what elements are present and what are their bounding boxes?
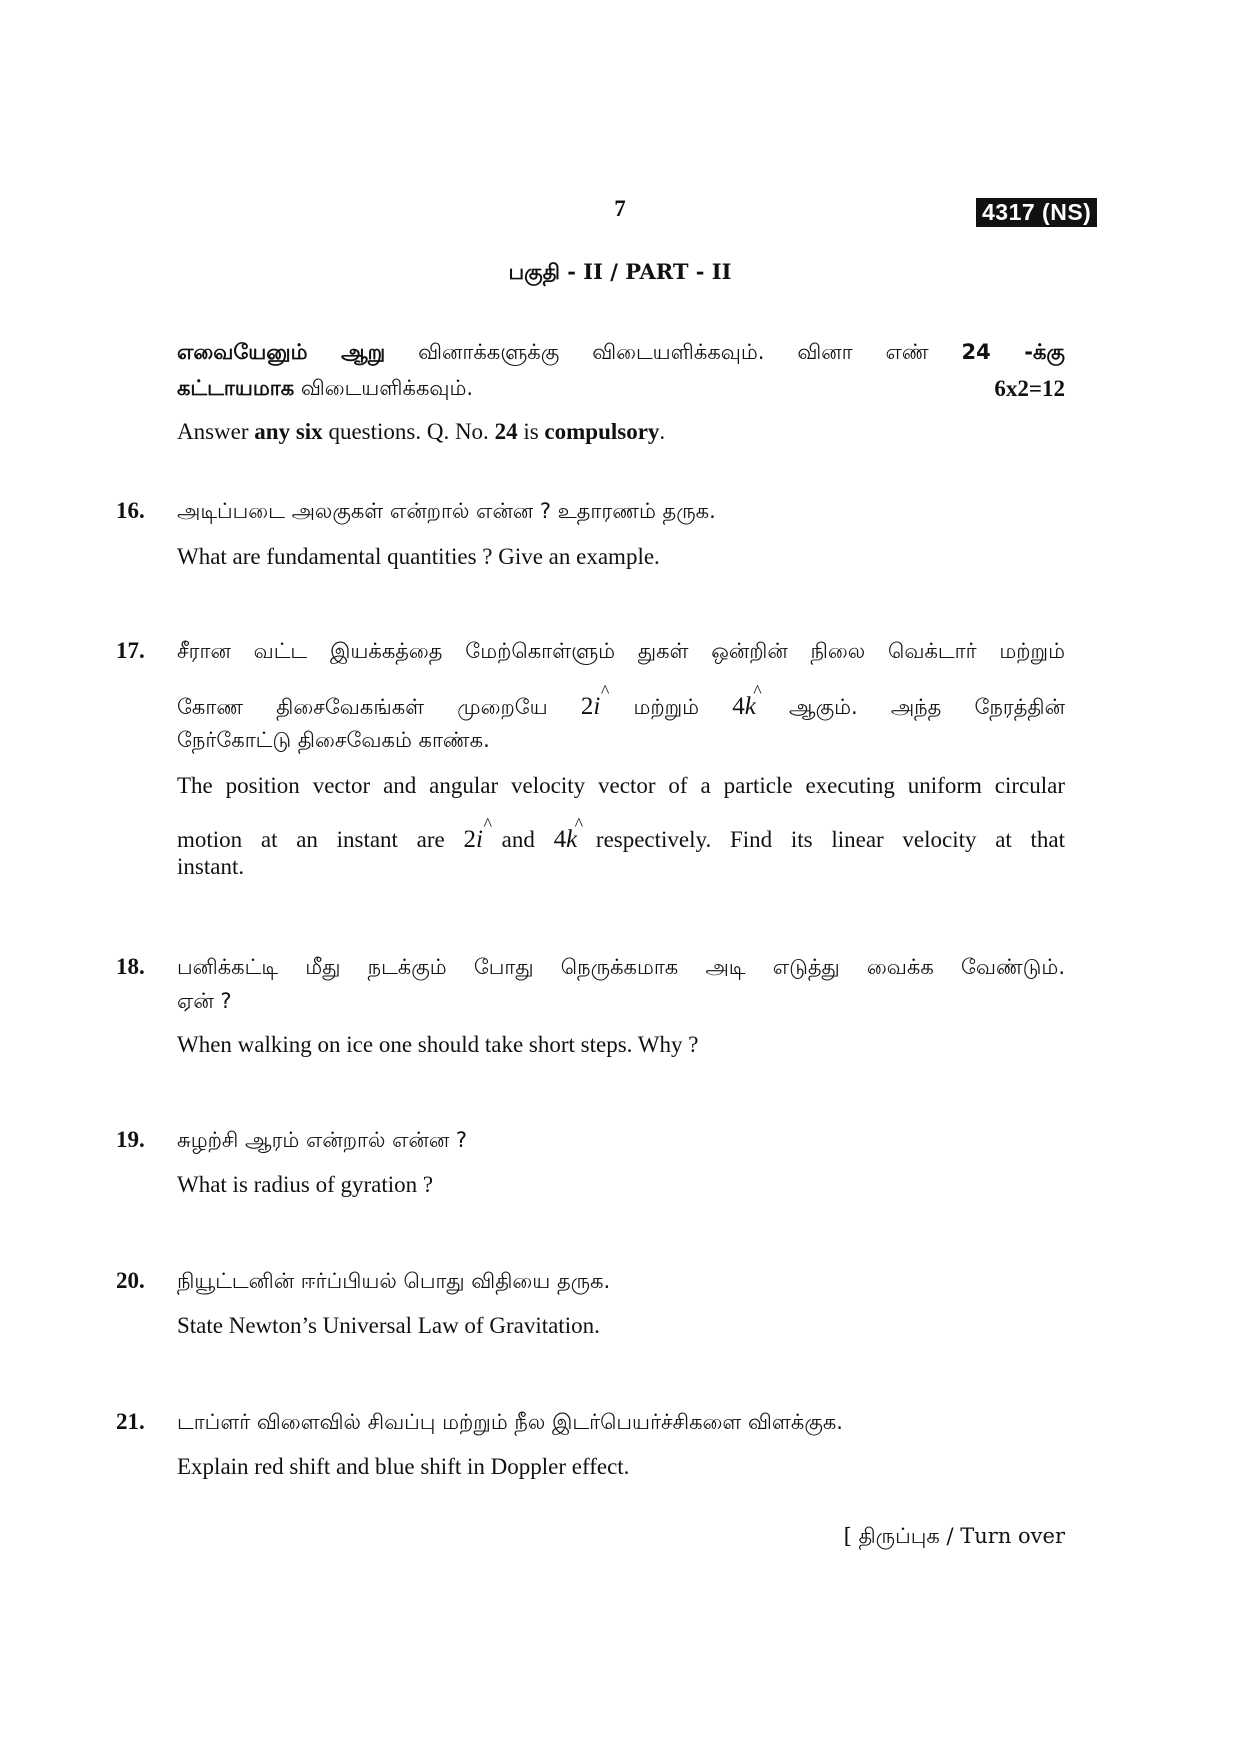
instruction-en-text4: . <box>659 419 666 444</box>
instruction-tamil-line2 <box>177 371 1065 405</box>
turn-over-note: [ திருப்புக / Turn over <box>843 1524 1065 1548</box>
question-17-number: 17. <box>116 638 145 663</box>
instruction-compulsory-no-ta: 24 -க்கு <box>961 340 1065 364</box>
q17-ta-coef-4: 4 <box>732 693 745 720</box>
question-18-tamil-line2: ஏன் ? <box>177 989 232 1013</box>
question-20-number: 20. <box>116 1268 145 1293</box>
question-19-english: What is radius of gyration ? <box>177 1172 434 1197</box>
question-18-english: When walking on ice one should take short steps. Why ? <box>177 1032 699 1057</box>
q17-en-coef-4: 4 <box>553 826 567 853</box>
question-17-tamil-line3: நேர்கோட்டு திசைவேகம் காண்க. <box>177 728 490 752</box>
instruction-en-text3: is <box>523 419 539 444</box>
q17-en-text-a: motion at an instant are <box>177 827 445 852</box>
paper-code-badge: 4317 (NS) <box>976 198 1097 227</box>
instruction-answer-ta: விடையளிக்கவும். <box>300 376 474 400</box>
question-20-english: State Newton’s Universal Law of Gravitation. <box>177 1313 600 1338</box>
marks-allocation: 6x2=12 <box>994 376 1065 401</box>
instruction-english <box>177 417 1065 447</box>
page-number: 7 <box>614 196 626 221</box>
question-16-tamil: அடிப்படை அலகுகள் என்றால் என்ன ? உதாரணம் தருக. <box>177 499 716 523</box>
instruction-en-text2: questions. Q. No. <box>328 419 489 444</box>
question-17-english-line3: instant. <box>177 854 245 879</box>
question-16-english: What are fundamental quantities ? Give an example. <box>177 544 660 569</box>
question-21-tamil: டாப்ளர் விளைவில் சிவப்பு மற்றும் நீல இடர்பெயர்ச்சிகளை விளக்குக. <box>177 1410 843 1434</box>
q17-ta-hat-i: ^ <box>600 681 610 701</box>
question-17-english-line2 <box>177 814 1066 855</box>
instruction-en-text1: Answer <box>177 419 249 444</box>
instruction-compulsory-ta: கட்டாயமாக <box>177 376 295 400</box>
q17-en-text-c: respectively. Find its linear velocity at that <box>595 827 1066 852</box>
q17-ta-text-c: ஆகும். அந்த நேரத்தின் <box>789 695 1065 719</box>
q17-ta-hat-k: ^ <box>753 681 762 701</box>
question-19-number: 19. <box>116 1127 145 1152</box>
q17-ta-unit-k: k <box>744 693 756 720</box>
instruction-text-ta: வினாக்களுக்கு விடையளிக்கவும். வினா எண் <box>418 340 929 364</box>
instruction-en-compulsory: compulsory <box>544 419 660 444</box>
question-17-english-line1: The position vector and angular velocity vector of a particle executing uniform circular <box>177 773 1065 798</box>
question-21-english: Explain red shift and blue shift in Doppler effect. <box>177 1454 630 1479</box>
q17-en-unit-k: k <box>566 826 578 853</box>
question-17-tamil-line1: சீரான வட்ட இயக்கத்தை மேற்கொள்ளும் துகள் ஒன்றின் நிலை வெக்டார் மற்றும் <box>177 639 1065 663</box>
q17-en-coef-2: 2 <box>463 826 476 853</box>
instruction-any-six-ta: எவையேனும் ஆறு <box>177 340 386 364</box>
question-18-number: 18. <box>116 954 145 979</box>
q17-ta-coef-2: 2 <box>580 693 594 720</box>
q17-ta-vector-4k <box>732 681 762 724</box>
section-title: பகுதி - II / PART - II <box>508 259 732 284</box>
question-16-number: 16. <box>116 498 145 523</box>
q17-en-vector-2i <box>463 814 492 855</box>
q17-ta-vector-2i <box>580 681 610 724</box>
instruction-en-24: 24 <box>494 419 518 444</box>
question-17-tamil-line2 <box>177 681 1065 724</box>
q17-ta-text-b: மற்றும் <box>633 695 700 719</box>
q17-en-unit-i: i <box>475 826 483 853</box>
q17-en-hat-i: ^ <box>483 814 492 834</box>
q17-en-hat-k: ^ <box>574 814 584 834</box>
q17-en-vector-4k <box>553 814 584 855</box>
instruction-en-any-six: any six <box>254 419 323 444</box>
question-20-tamil: நியூட்டனின் ஈர்ப்பியல் பொது விதியை தருக. <box>177 1269 611 1293</box>
q17-en-text-b: and <box>501 827 535 852</box>
instruction-tamil-line1 <box>177 335 1065 369</box>
question-19-tamil: சுழற்சி ஆரம் என்றால் என்ன ? <box>177 1128 468 1152</box>
q17-ta-text-a: கோண திசைவேகங்கள் முறையே <box>177 695 548 719</box>
q17-ta-unit-i: i <box>593 693 601 720</box>
question-21-number: 21. <box>116 1409 145 1434</box>
question-18-tamil-line1: பனிக்கட்டி மீது நடக்கும் போது நெருக்கமாக அடி எடுத்து வைக்க வேண்டும். <box>177 955 1065 979</box>
